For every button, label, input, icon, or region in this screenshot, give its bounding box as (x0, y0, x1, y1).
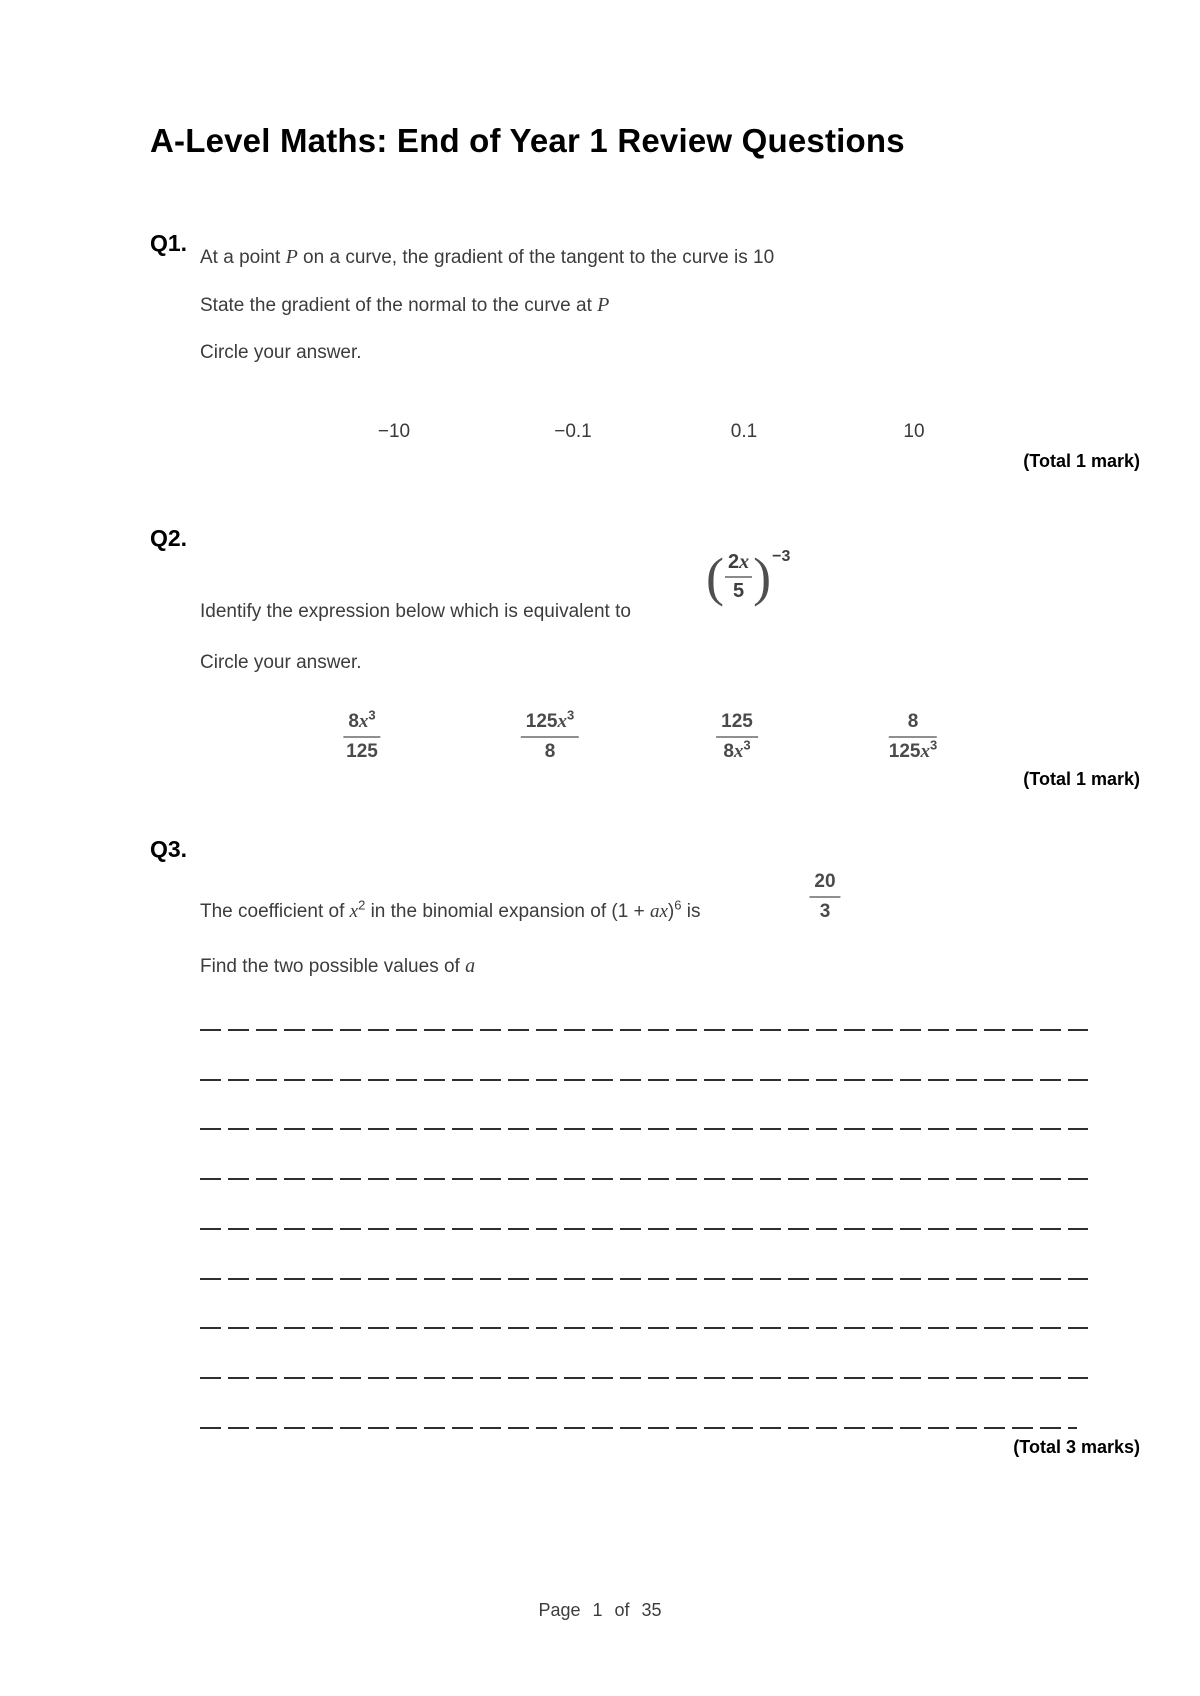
q3-var-a: a (465, 955, 476, 977)
q1-circle-instruction: Circle your answer. (200, 342, 362, 363)
page-title: A-Level Maths: End of Year 1 Review Questions (150, 122, 905, 159)
q2-option-1[interactable]: $\frac{8x^3}{125}$ (343, 711, 380, 763)
open-paren: ( (706, 547, 724, 607)
page-number: Page 1 of 35 (538, 1600, 662, 1620)
q3-total-marks: (Total 3 marks) (1013, 1437, 1140, 1457)
q1-option-4[interactable]: 10 (903, 421, 925, 442)
q2-expression (706, 549, 790, 606)
answer-line[interactable] (200, 1278, 1088, 1280)
q1-total-marks: (Total 1 mark) (1023, 451, 1140, 471)
q3-var-ax: ax (649, 901, 668, 922)
q1-label: Q1. (150, 230, 188, 256)
answer-line[interactable] (200, 1029, 1088, 1031)
q1-statement-1 (200, 246, 774, 269)
answer-line[interactable] (200, 1079, 1088, 1081)
q1-statement-2 (200, 294, 609, 317)
q2-expression-exponent: −3 (772, 548, 791, 566)
q3-statement-1: The coefficient of $x^2$ in the binomial expansion of (1 + ax)$^6$ is (200, 897, 701, 922)
q2-option-2[interactable]: $\frac{125x^3}{8}$ (521, 711, 579, 763)
q1-option-3[interactable]: 0.1 (730, 421, 758, 442)
q3-label: Q3. (150, 836, 188, 862)
q3-var-x: x (349, 901, 359, 922)
q1-statement-2-text: State the gradient of the normal to the curve at (200, 295, 598, 316)
answer-line[interactable] (200, 1327, 1088, 1329)
q2-intro: Identify the expression below which is equivalent to (200, 601, 631, 622)
answer-line[interactable] (200, 1178, 1088, 1180)
q2-expression-fraction: 2x 5 (725, 551, 752, 603)
answer-line[interactable] (200, 1228, 1088, 1230)
q2-option-3[interactable]: $\frac{125}{8x^3}$ (716, 711, 758, 763)
answer-line[interactable] (200, 1377, 1088, 1379)
answer-line[interactable] (200, 1427, 1077, 1429)
answer-line[interactable] (200, 1128, 1088, 1130)
q2-circle-instruction: Circle your answer. (200, 652, 362, 673)
q1-var-p: P (285, 246, 298, 268)
q1-statement-1-text: At a point (200, 247, 286, 268)
close-paren: ) (753, 547, 772, 607)
q2-option-4[interactable]: $\frac{8}{125x^3}$ (888, 711, 938, 762)
q2-total-marks: (Total 1 mark) (1023, 769, 1140, 789)
q3-fraction-20-3: $\frac{20}{3}$ (809, 871, 840, 923)
q3-statement-2: Find the two possible values of a (200, 955, 476, 977)
q1-statement-1-text2: on a curve, the gradient of the tangent to the curve is 10 (297, 247, 775, 268)
q1-var-p2: P (597, 294, 610, 316)
q1-option-2[interactable]: −0.1 (554, 421, 592, 442)
q2-label: Q2. (150, 525, 188, 551)
q1-option-1[interactable]: −10 (377, 421, 411, 442)
